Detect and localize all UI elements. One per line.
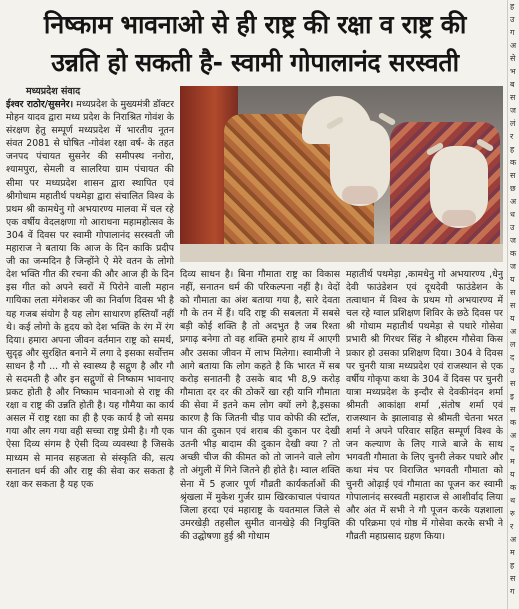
edge-fragment: अ (510, 327, 517, 336)
edge-fragment: ह (510, 2, 515, 11)
edge-fragment: ब (510, 80, 515, 89)
edge-fragment: ज (510, 236, 516, 245)
article-column-1 (6, 98, 174, 606)
edge-fragment: ज (510, 106, 516, 115)
edge-fragment: म (510, 548, 515, 557)
edge-fragment: य (510, 314, 515, 323)
edge-fragment: य (510, 470, 515, 479)
edge-fragment: र (510, 522, 514, 531)
edge-fragment: स (510, 379, 516, 388)
article-column-1-text: मध्यप्रदेश के मुख्यमंत्री डॉक्टर मोहन यादव द्वारा मध्य प्रदेश के निराश्रित गोवंश के संरक्षण हेतु सम्पूर्ण मध्यप्रदेश में भारतीय नूतन संवत 2081 से घोषित -गोवंश रक्षा वर्ष- के तहत जनपद पंचायत सुसनेर की समीपस्थ ननोरा, श्यामपुरा, सेमली व सालरिया ग्राम पंचायत की सीमा पर मध्यप्रदेश शासन द्वारा स्थापित एवं श्रीगोधाम महातीर्थ पथमेड़ा द्वारा संचालित विश्व के प्रथम श्री कामधेनु गो अभयारण्य मालवा में चल रहे एक वर्षीय वेदलक्षणा गो आराधना महामहोत्सव के 304 वें दिवस पर स्वामी गोपालानंद सरस्वती जी महाराज ने बताया कि आज के दिन काकि प्रदीप जी का जन्मदिन है जिन्होंने ऐ मेरे वतन के लोगो देश भक्ति गीत की रचना की और आज ही के दिन इस गीत को अपने स्वरों में पिरोने वाली महान गायिका लता मंगेशकर जी का निर्वाण दिवस भी है यह गजब संयोग है यह लोग साधारण हस्तियाँ नहीं थे। कई लोगो के हृदय को देश भक्ति के रंग में रंग दिया। हमारा अपना जीवन वर्तमान राष्ट्र को समर्थ, सुदृढ़ और सुरक्षित बनाने में लगा दे इसका सर्वोत्तम साधन है गौ ... गौ से स्वास्थ्य है सद्गुण है और गौ से सदमती है और इन सद्गुणों से निष्काम भावनाए प्रकट होती है और निष्काम भावनाओ से राष्ट्र की रक्षा व राष्ट्र की उन्नति होती है। यह गौमैया का कार्य असल में राष्ट्र रक्षा का ही है एक कार्य है जो समग्र गया और लग गया वही सच्चा राष्ट्र प्रेमी है। गौ एक ऐसा दिव्य संगम है ऐसी दिव्य व्यवस्था है जिसके माध्यम से मानव सहजता से संस्कृति की, सत्य सनातन धर्म की और राष्ट्र की सेवा कर सकता है रक्षा कर सकता है यह एक (6, 99, 174, 490)
edge-fragment: ध (510, 210, 515, 219)
photo-muzzle (442, 210, 476, 226)
edge-fragment: क (510, 158, 517, 167)
edge-fragment: ह (510, 561, 515, 570)
edge-fragment: स (510, 301, 516, 310)
edge-fragment: द (510, 444, 515, 453)
adjacent-article-edge (507, 0, 519, 609)
edge-fragment: ल (510, 340, 516, 349)
edge-fragment: क (510, 483, 517, 492)
edge-fragment: स (510, 288, 516, 297)
edge-fragment: रु (510, 509, 515, 518)
edge-fragment: उ (510, 223, 515, 232)
edge-fragment: अ (510, 197, 517, 206)
edge-fragment: म (510, 457, 515, 466)
edge-fragment: ग (510, 28, 515, 37)
cow-sanctuary-photo (180, 86, 503, 262)
edge-fragment: अ (510, 41, 517, 50)
byline-tag: मध्यप्रदेश संवाद (26, 86, 81, 97)
edge-fragment: उ (510, 15, 515, 24)
edge-fragment: छ (510, 184, 516, 193)
article-dateline: ईश्वर राठोर/सुसनेर। (6, 99, 74, 110)
edge-fragment: ह (510, 145, 515, 154)
edge-fragment: क (510, 249, 517, 258)
edge-fragment: य (510, 275, 515, 284)
edge-fragment: भ (510, 67, 516, 76)
edge-fragment: इ (510, 392, 514, 401)
edge-fragment: ज (510, 262, 516, 271)
edge-fragment: स (510, 93, 516, 102)
edge-fragment: द (510, 353, 515, 362)
edge-fragment: से (510, 54, 516, 63)
edge-fragment: स (510, 405, 516, 414)
edge-fragment: ग (510, 587, 515, 596)
photo-muzzle (342, 186, 378, 204)
headline: निष्काम भावनाओ से ही राष्ट्र की रक्षा व राष्ट्र की उन्नति हो सकती है- स्वामी गोपालानंद सरस्वती (43, 10, 467, 77)
edge-fragment: उ (510, 366, 515, 375)
photo-floor (180, 244, 503, 262)
edge-fragment: अ (510, 535, 517, 544)
edge-fragment: स (510, 574, 516, 583)
article-column-2: दिव्य साधन है। बिना गौमाता राष्ट्र का विकास नहीं, सनातन धर्म की परिकल्पना नहीं है। वेदों को गौमाता का अंश बताया गया है, सारे देवता गौ के तन में हैं। यदि राष्ट्र की सबलता में सबसे बड़ी कोई शक्ति है तो अदभुत है जब रिश्ता प्रगाढ़ बनेगा तो वह शक्ति हमारे हाथ में आएगी और उसका जीवन में लाभ मिलेगा। स्वामीजी ने आगे बताया कि लोग कहते है कि भारत में सब करोड़ सनातनी है उसके बाद भी 8,9 करोड़ गौमाता दर दर की ठोकरें खा रही यानि गौमाता की सेवा में इतने कम लोग क्यों लगे है,इसका कारण है कि जितनी चीड़ पाव कोफी की स्टॉल, पान की दुकान एवं शराब की दुकान पर देखी उतनी भीड़ बादाम की दुकान देखी क्या ? तो अच्छी चीज की कीमत को तो जानने वाले लोग तो अंगुली में गिने जितने ही होते है। म्वाल शक्ति सेना में 5 हजार पूर्ण गौव्रती कार्यकर्ताओं की श्रृंखला में मुकेश गुर्जर ग्राम खिरकाचाल पंचायत जिला हरदा एवं महाराष्ट्र के यवतमाल जिले से उमरखेड़ी तहसील सुमीत वानखेड़े की नियुक्ति की उद्घोषणा हुई श्री गोधाम (180, 269, 340, 542)
edge-fragment: र (510, 132, 514, 141)
article-column-3: महातीर्थ पथमेड़ा ,कामधेनु गो अभयारण्य ,धेनु देवी फाउंडेशन एवं दूधदेवी फाउंडेशन के तत्वाधान में विश्व के प्रथम गो अभयारण्य में चल रहे ग्वाल प्रशिक्षण शिविर के छठे दिवस पर श्री गोधाम महातीर्थ पथमेड़ा से पधारे गोसेवा प्रभारी श्री गिरधर सिंह ने श्रीहरम गौसेवा किस प्रकार हो उसका प्रशिक्षण दिया। 304 वे दिवस पर चुनरी यात्रा मध्यप्रदेश एवं राजस्थान से एक वर्षीय गोकृपा कथा के 304 वें दिवस पर चुनरी यात्रा मध्यप्रदेश के इन्दौर से देवकीनंदन शर्मा श्रीमती आकांक्षा शर्मा ,संतोष शर्मा एवं राजस्थान के झालावाड़ से श्रीमती चेतना भरत शर्मा ने अपने परिवार सहित सम्पूर्ण विश्व के जन कल्याण के लिए गाजे बाजे के साथ भगवती गौमाता के लिए चुनरी लेकर पधारे और कथा मंच पर विराजित भगवती गौमाता को चुनरी ओढ़ाई एवं गौमाता का पूजन कर स्वामी गोपालानंद सरस्वती महाराज से आशीर्वाद लिया और अंत में सभी ने गौ पूजन करके यज्ञशाला की परिक्रमा एवं गोष्ठ में गोसेवा करके सभी ने गौव्रती महाप्रसाद ग्रहण किया। (346, 269, 503, 542)
edge-fragment: क (510, 418, 517, 427)
edge-fragment: लं (510, 119, 516, 128)
edge-fragment: अ (510, 431, 517, 440)
edge-fragment: स (510, 171, 516, 180)
edge-fragment: थ (510, 496, 516, 505)
